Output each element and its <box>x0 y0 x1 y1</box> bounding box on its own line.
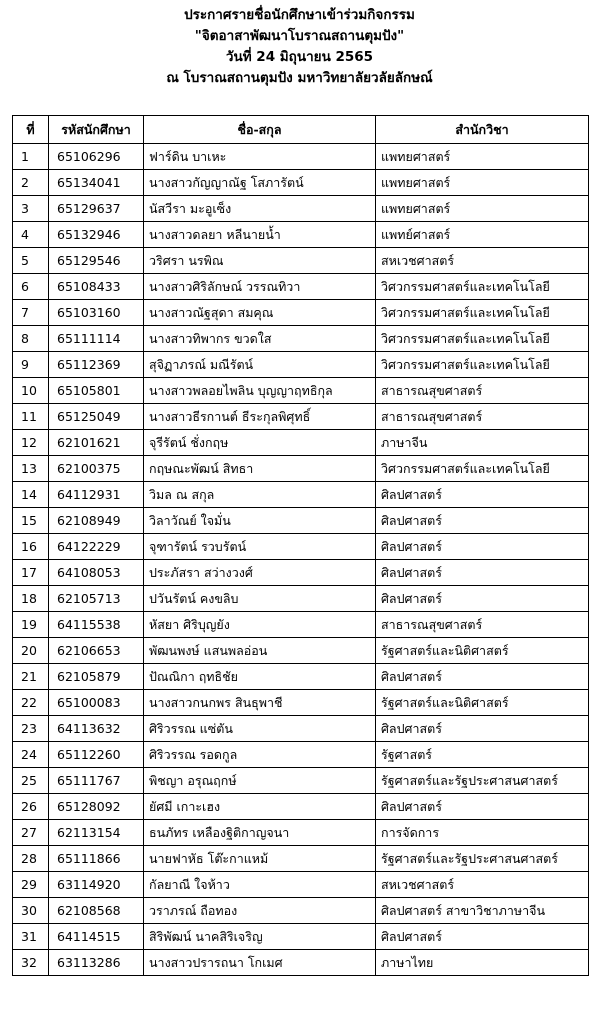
school-name: สาธารณสุขศาสตร์ <box>376 404 589 430</box>
student-id: 65106296 <box>49 144 144 170</box>
row-number: 1 <box>13 144 49 170</box>
table-row <box>13 560 589 586</box>
student-name: วริศรา นรพิณ <box>144 248 376 274</box>
school-name: ศิลปศาสตร์ <box>376 924 589 950</box>
row-number: 2 <box>13 170 49 196</box>
student-roster-table <box>12 115 589 976</box>
student-id: 64112931 <box>49 482 144 508</box>
table-row <box>13 144 589 170</box>
row-number: 8 <box>13 326 49 352</box>
table-row <box>13 664 589 690</box>
row-number: 20 <box>13 638 49 664</box>
student-id: 63114920 <box>49 872 144 898</box>
row-number: 5 <box>13 248 49 274</box>
roster-body <box>13 144 589 976</box>
table-row <box>13 898 589 924</box>
table-row <box>13 794 589 820</box>
student-id: 62108949 <box>49 508 144 534</box>
table-row <box>13 456 589 482</box>
student-name: ยัศมี เกาะเฮง <box>144 794 376 820</box>
announcement-title: ประกาศรายชื่อนักศึกษาเข้าร่วมกิจกรรม <box>184 7 415 23</box>
student-name: ประภัสรา สว่างวงศ์ <box>144 560 376 586</box>
student-id: 62105879 <box>49 664 144 690</box>
student-id: 62105713 <box>49 586 144 612</box>
column-header-name: ชื่อ-สกุล <box>144 116 376 144</box>
student-id: 64108053 <box>49 560 144 586</box>
column-header-number: ที่ <box>13 116 49 144</box>
table-row <box>13 846 589 872</box>
table-row <box>13 742 589 768</box>
table-row <box>13 274 589 300</box>
student-name: นางสาวศิริลักษณ์ วรรณทิวา <box>144 274 376 300</box>
column-header-school: สำนักวิชา <box>376 116 589 144</box>
school-name: รัฐศาสตร์และนิติศาสตร์ <box>376 690 589 716</box>
student-id: 65111866 <box>49 846 144 872</box>
row-number: 15 <box>13 508 49 534</box>
school-name: วิศวกรรมศาสตร์และเทคโนโลยี <box>376 456 589 482</box>
school-name: สหเวชศาสตร์ <box>376 248 589 274</box>
student-name: กฤษณะพัฒน์ สิทธา <box>144 456 376 482</box>
school-name: แพทย์ศาสตร์ <box>376 222 589 248</box>
student-id: 65100083 <box>49 690 144 716</box>
school-name: รัฐศาสตร์และรัฐประศาสนศาสตร์ <box>376 768 589 794</box>
column-header-student-id: รหัสนักศึกษา <box>49 116 144 144</box>
row-number: 31 <box>13 924 49 950</box>
student-id: 65129637 <box>49 196 144 222</box>
table-row <box>13 482 589 508</box>
student-id: 65105801 <box>49 378 144 404</box>
activity-name: "จิตอาสาพัฒนาโบราณสถานตุมปัง" <box>194 28 405 44</box>
school-name: วิศวกรรมศาสตร์และเทคโนโลยี <box>376 352 589 378</box>
student-name: นางสาวดลยา หลีนายน้ำ <box>144 222 376 248</box>
student-id: 64122229 <box>49 534 144 560</box>
school-name: แพทยศาสตร์ <box>376 144 589 170</box>
table-row <box>13 768 589 794</box>
student-id: 62108568 <box>49 898 144 924</box>
student-id: 62106653 <box>49 638 144 664</box>
row-number: 25 <box>13 768 49 794</box>
student-name: นางสาวกัญญาณัฐ โสภารัตน์ <box>144 170 376 196</box>
student-id: 65129546 <box>49 248 144 274</box>
table-row <box>13 872 589 898</box>
row-number: 16 <box>13 534 49 560</box>
student-name: ธนภัทร เหลืองฐิติกาญจนา <box>144 820 376 846</box>
student-name: จุฑารัตน์ รวบรัตน์ <box>144 534 376 560</box>
table-row <box>13 404 589 430</box>
student-name: ศิริวรรณ รอดกูล <box>144 742 376 768</box>
row-number: 18 <box>13 586 49 612</box>
student-id: 65112369 <box>49 352 144 378</box>
student-name: วิมล ณ สกุล <box>144 482 376 508</box>
school-name: การจัดการ <box>376 820 589 846</box>
announcement-header <box>0 0 599 90</box>
student-id: 62113154 <box>49 820 144 846</box>
table-row <box>13 716 589 742</box>
table-row <box>13 820 589 846</box>
student-name: นางสาวพลอยไพลิน บุญญาฤทธิกุล <box>144 378 376 404</box>
table-row <box>13 430 589 456</box>
row-number: 13 <box>13 456 49 482</box>
student-name: นางสาวปรารถนา โกเมศ <box>144 950 376 976</box>
row-number: 19 <box>13 612 49 638</box>
row-number: 26 <box>13 794 49 820</box>
school-name: ศิลปศาสตร์ <box>376 586 589 612</box>
school-name: ศิลปศาสตร์ <box>376 664 589 690</box>
student-name: นางสาวกนกพร สินธุพาชี <box>144 690 376 716</box>
table-row <box>13 508 589 534</box>
school-name: สาธารณสุขศาสตร์ <box>376 612 589 638</box>
student-name: สุจิฏาภรณ์ มณีรัตน์ <box>144 352 376 378</box>
student-id: 64114515 <box>49 924 144 950</box>
row-number: 32 <box>13 950 49 976</box>
school-name: รัฐศาสตร์และนิติศาสตร์ <box>376 638 589 664</box>
student-id: 65112260 <box>49 742 144 768</box>
row-number: 22 <box>13 690 49 716</box>
table-row <box>13 924 589 950</box>
row-number: 30 <box>13 898 49 924</box>
student-id: 65128092 <box>49 794 144 820</box>
table-row <box>13 300 589 326</box>
school-name: แพทยศาสตร์ <box>376 196 589 222</box>
school-name: ศิลปศาสตร์ <box>376 508 589 534</box>
school-name: รัฐศาสตร์ <box>376 742 589 768</box>
student-name: นัสวีรา มะอูเซ็ง <box>144 196 376 222</box>
table-row <box>13 690 589 716</box>
table-row <box>13 196 589 222</box>
row-number: 11 <box>13 404 49 430</box>
student-name: จุรีรัตน์ ชั่งกฤษ <box>144 430 376 456</box>
school-name: รัฐศาสตร์และรัฐประศาสนศาสตร์ <box>376 846 589 872</box>
student-id: 64113632 <box>49 716 144 742</box>
student-name: พัฒนพงษ์ แสนพลอ่อน <box>144 638 376 664</box>
table-row <box>13 326 589 352</box>
student-id: 62100375 <box>49 456 144 482</box>
row-number: 17 <box>13 560 49 586</box>
student-id: 65125049 <box>49 404 144 430</box>
row-number: 29 <box>13 872 49 898</box>
row-number: 7 <box>13 300 49 326</box>
school-name: วิศวกรรมศาสตร์และเทคโนโลยี <box>376 274 589 300</box>
activity-location: ณ โบราณสถานตุมปัง มหาวิทยาลัยวลัยลักษณ์ <box>166 70 433 86</box>
school-name: ศิลปศาสตร์ สาขาวิชาภาษาจีน <box>376 898 589 924</box>
school-name: ศิลปศาสตร์ <box>376 482 589 508</box>
student-name: นายฟาหัธ โต๊ะกาแหม้ <box>144 846 376 872</box>
row-number: 3 <box>13 196 49 222</box>
student-name: วราภรณ์ ถือทอง <box>144 898 376 924</box>
row-number: 9 <box>13 352 49 378</box>
student-id: 64115538 <box>49 612 144 638</box>
table-row <box>13 248 589 274</box>
table-header-row <box>13 116 589 144</box>
row-number: 24 <box>13 742 49 768</box>
student-id: 63113286 <box>49 950 144 976</box>
table-row <box>13 534 589 560</box>
table-row <box>13 950 589 976</box>
row-number: 14 <box>13 482 49 508</box>
student-name: ฟาร์ดิน บาเหะ <box>144 144 376 170</box>
school-name: ศิลปศาสตร์ <box>376 794 589 820</box>
student-id: 62101621 <box>49 430 144 456</box>
student-name: ปัณณิกา ฤทธิชัย <box>144 664 376 690</box>
school-name: วิศวกรรมศาสตร์และเทคโนโลยี <box>376 300 589 326</box>
table-row <box>13 222 589 248</box>
student-name: ปวันรัตน์ คงขลิบ <box>144 586 376 612</box>
student-id: 65111114 <box>49 326 144 352</box>
row-number: 6 <box>13 274 49 300</box>
student-id: 65111767 <box>49 768 144 794</box>
activity-date: วันที่ 24 มิถุนายน 2565 <box>225 49 374 65</box>
student-id: 65132946 <box>49 222 144 248</box>
row-number: 10 <box>13 378 49 404</box>
school-name: สาธารณสุขศาสตร์ <box>376 378 589 404</box>
row-number: 21 <box>13 664 49 690</box>
school-name: สหเวชศาสตร์ <box>376 872 589 898</box>
student-name: สิริพัฒน์ นาคสิริเจริญ <box>144 924 376 950</box>
row-number: 23 <box>13 716 49 742</box>
school-name: ภาษาไทย <box>376 950 589 976</box>
row-number: 4 <box>13 222 49 248</box>
table-row <box>13 612 589 638</box>
row-number: 12 <box>13 430 49 456</box>
student-name: กัลยาณี ใจห้าว <box>144 872 376 898</box>
table-row <box>13 170 589 196</box>
table-row <box>13 638 589 664</box>
school-name: ภาษาจีน <box>376 430 589 456</box>
school-name: ศิลปศาสตร์ <box>376 716 589 742</box>
table-row <box>13 378 589 404</box>
school-name: วิศวกรรมศาสตร์และเทคโนโลยี <box>376 326 589 352</box>
student-id: 65134041 <box>49 170 144 196</box>
student-name: นางสาวทิพากร ขวดใส <box>144 326 376 352</box>
school-name: ศิลปศาสตร์ <box>376 534 589 560</box>
student-name: หัสยา ศิริบุญยัง <box>144 612 376 638</box>
school-name: แพทยศาสตร์ <box>376 170 589 196</box>
student-name: นางสาวธีรกานต์ ธีระกุลพิศุทธิ์ <box>144 404 376 430</box>
school-name: ศิลปศาสตร์ <box>376 560 589 586</box>
student-name: ศิริวรรณ แซ่ตัน <box>144 716 376 742</box>
row-number: 27 <box>13 820 49 846</box>
student-id: 65108433 <box>49 274 144 300</box>
table-row <box>13 352 589 378</box>
student-name: นางสาวณัฐสุดา สมคุณ <box>144 300 376 326</box>
row-number: 28 <box>13 846 49 872</box>
table-row <box>13 586 589 612</box>
student-name: พิชญา อรุณฤกษ์ <box>144 768 376 794</box>
student-id: 65103160 <box>49 300 144 326</box>
student-name: วิลาวัณย์ ใจมั่น <box>144 508 376 534</box>
